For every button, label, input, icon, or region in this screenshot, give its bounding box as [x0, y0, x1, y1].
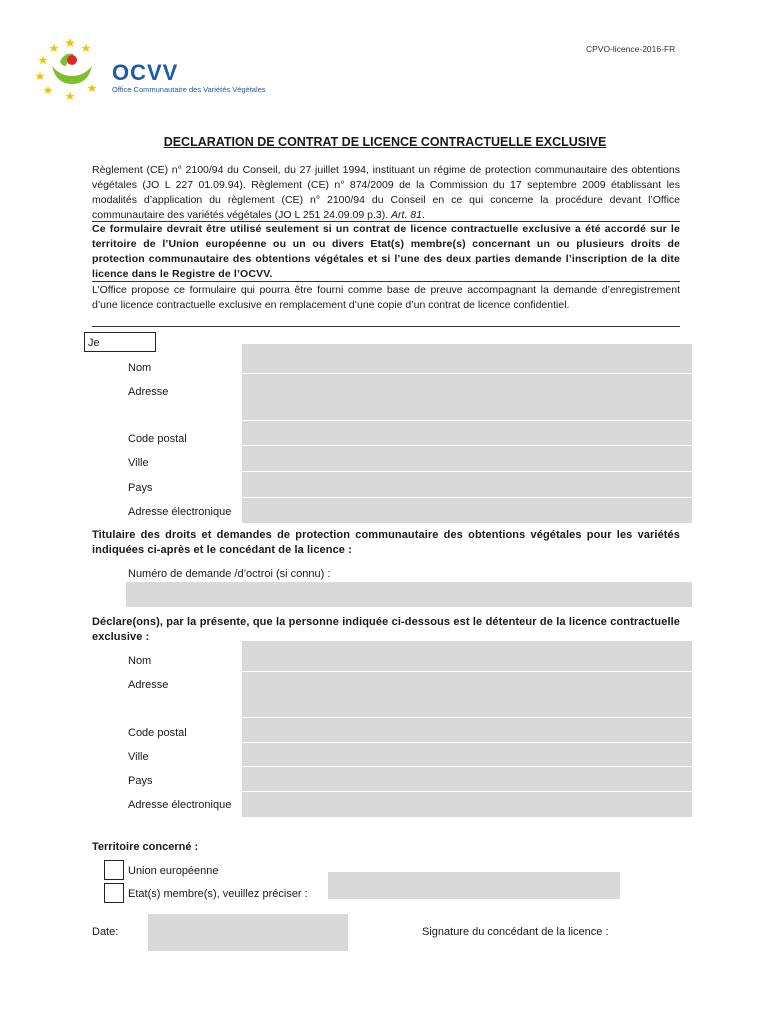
licencie-pays-label: Pays — [128, 775, 153, 787]
licencie-nom-label: Nom — [128, 655, 152, 667]
signature-label: Signature du concédant de la licence : — [422, 926, 609, 938]
regulation-text: Règlement (CE) n° 2100/94 du Conseil, du 27 juillet 1994, instituant un régime de protection communautaire des obtentions végétales (JO L 227 01.09.94). Règlement (CE) n° 874/2009 de la Commission du 17 septembre 2009 établissant les modalités d’application du règlement (CE) n° 2100/94 du Conseil en ce qui concerne la procédure devant l’Office communautaire des variétés végétales (JO L 251 24.09.09 p.3). — [92, 164, 680, 221]
je-adresse-field[interactable] — [242, 374, 692, 421]
union-europeenne-checkbox[interactable] — [104, 860, 124, 880]
declare-heading: Déclare(ons), par la présente, que la personne indiquée ci-dessous est le détenteur de la licence contractuelle exclusive : — [92, 616, 680, 643]
logo-subtitle: Office Communautaire des Variétés Végétales — [112, 85, 266, 94]
page-title: DECLARATION DE CONTRAT DE LICENCE CONTRACTUELLE EXCLUSIVE — [163, 135, 607, 149]
licencie-code-postal-field[interactable] — [242, 718, 692, 743]
je-ville-label: Ville — [128, 457, 149, 469]
document-reference: CPVO-licence-2016-FR — [586, 44, 676, 54]
je-code-postal-label: Code postal — [128, 433, 187, 445]
je-email-label: Adresse électronique — [128, 506, 232, 518]
je-code-postal-field[interactable] — [242, 421, 692, 446]
licencie-pays-field[interactable] — [242, 767, 692, 792]
je-ville-field[interactable] — [242, 446, 692, 472]
divider — [92, 281, 680, 282]
je-pays-field[interactable] — [242, 472, 692, 498]
office-note: L’Office propose ce formulaire qui pourra être fourni comme base de preuve accompagnant la demande d’enregistrement d’une licence contractuelle exclusive en remplacement d’une copie d’un contrat de licence confidentiel. — [92, 284, 680, 311]
territoire-heading: Territoire concerné : — [92, 841, 199, 853]
titulaire-heading: Titulaire des droits et demandes de protection communautaire des obtentions végétales pour les variétés indiquées ci-après et le concédant de la licence : — [92, 529, 680, 556]
date-label: Date: — [92, 926, 119, 938]
regulation-paragraph: Règlement (CE) n° 2100/94 du Conseil, du 27 juillet 1994, instituant un régime de protection communautaire des obtentions végétales (JO L 227 01.09.94). Règlement (CE) n° 874/2009 de la Commission du 17 septembre 2009 établissant les modalités d’application du règlement (CE) n° 2100/94 du Conseil en ce qui concerne la procédure devant l’Office communautaire des variétés végétales (JO L 251 24.09.09 p.3). Art. 81. — [92, 164, 680, 221]
licencie-email-label: Adresse électronique — [128, 799, 232, 811]
union-europeenne-label: Union européenne — [128, 865, 219, 877]
licencie-adresse-field[interactable] — [242, 672, 692, 718]
numero-demande-label: Numéro de demande /d’octroi (si connu) : — [128, 568, 331, 580]
etats-membres-field[interactable] — [328, 872, 620, 900]
ocvv-logo-icon — [34, 36, 114, 100]
divider — [92, 326, 680, 327]
je-adresse-label: Adresse — [128, 386, 169, 398]
je-email-field[interactable] — [242, 498, 692, 524]
article-reference: Art. 81 — [391, 209, 422, 221]
licencie-ville-label: Ville — [128, 751, 149, 763]
licencie-email-field[interactable] — [242, 792, 692, 818]
usage-warning: Ce formulaire devrait être utilisé seulement si un contrat de licence contractuelle exclusive a été accordé sur le territoire de l’Union européenne ou un ou divers Etat(s) membre(s) concernant un ou plusieurs droits de protection communautaire des obtentions végétales et si l’une des deux parties demande l’inscription de la dite licence dans le Registre de l’OCVV. — [92, 223, 680, 280]
numero-demande-field[interactable] — [126, 582, 692, 608]
je-label-box: Je — [84, 332, 156, 352]
je-nom-field[interactable] — [242, 344, 692, 374]
je-nom-label: Nom — [128, 362, 152, 374]
logo-wordmark: OCVV — [112, 60, 179, 85]
licencie-adresse-label: Adresse — [128, 679, 169, 691]
je-pays-label: Pays — [128, 482, 153, 494]
etats-membres-label: Etat(s) membre(s), veuillez préciser : — [128, 888, 308, 900]
licencie-nom-field[interactable] — [242, 641, 692, 672]
licencie-ville-field[interactable] — [242, 743, 692, 767]
date-field[interactable] — [148, 914, 348, 952]
etats-membres-checkbox[interactable] — [104, 883, 124, 903]
licencie-code-postal-label: Code postal — [128, 727, 187, 739]
